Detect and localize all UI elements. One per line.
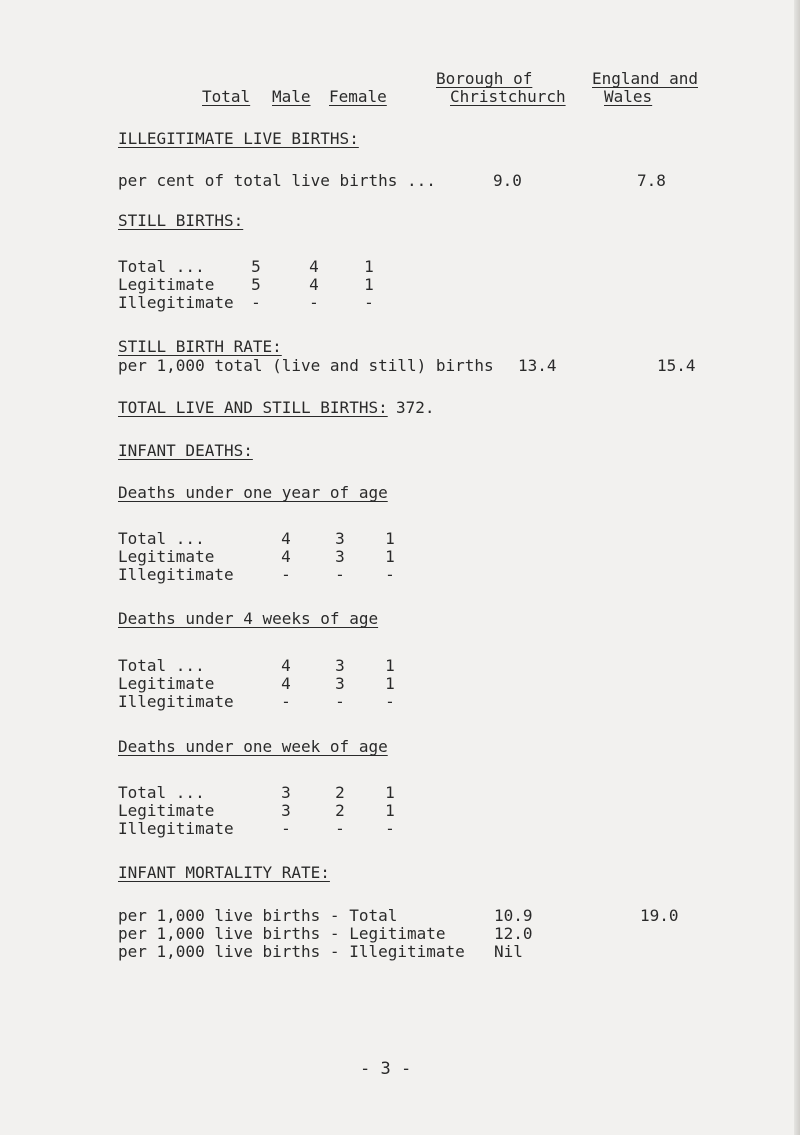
g3-illegit-male: - [335, 819, 345, 838]
still-legit-female: 1 [364, 275, 374, 294]
g3-total-male: 2 [335, 783, 345, 802]
imr-total-borough: 10.9 [494, 906, 533, 925]
imr-illegit-borough: Nil [494, 942, 523, 961]
g1-illegit-female: - [385, 565, 395, 584]
g3-total-label: Total ... [118, 783, 205, 802]
g1-legit-female: 1 [385, 547, 395, 566]
england-header-line2: Wales [604, 87, 653, 106]
g2-legit-label: Legitimate [118, 674, 215, 693]
still-illegit-female: - [364, 293, 374, 312]
g2-illegit-female: - [385, 692, 395, 711]
g3-legit-male: 2 [335, 801, 345, 820]
g1-total-label: Total ... [118, 529, 205, 548]
g3-illegit-label: Illegitimate [118, 819, 234, 838]
page-edge-shadow [794, 0, 800, 1135]
g3-legit-label: Legitimate [118, 801, 215, 820]
g3-legit-female: 1 [385, 801, 395, 820]
still-illegit-label: Illegitimate [118, 293, 234, 312]
still-legit-male: 4 [309, 275, 319, 294]
g1-legit-label: Legitimate [118, 547, 215, 566]
g1-legit-total: 4 [281, 547, 291, 566]
still-total-female: 1 [364, 257, 374, 276]
g2-total-label: Total ... [118, 656, 205, 675]
g1-illegit-total: - [281, 565, 291, 584]
g2-illegit-total: - [281, 692, 291, 711]
deaths-under-one-week-title: Deaths under one week of age [118, 737, 388, 756]
imr-total-england: 19.0 [640, 906, 679, 925]
g1-illegit-male: - [335, 565, 345, 584]
male-header: Male [272, 87, 311, 106]
deaths-under-one-year-title: Deaths under one year of age [118, 483, 388, 502]
illegitimate-live-births-heading: ILLEGITIMATE LIVE BIRTHS: [118, 129, 359, 148]
imr-legit-label: per 1,000 live births - Legitimate [118, 924, 446, 943]
still-birth-rate-label: per 1,000 total (live and still) births [118, 356, 494, 375]
g2-total-female: 1 [385, 656, 395, 675]
g3-illegit-female: - [385, 819, 395, 838]
still-birth-rate-borough: 13.4 [518, 356, 557, 375]
total-header: Total [202, 87, 251, 106]
borough-header-line2: Christchurch [450, 87, 566, 106]
still-birth-rate-england: 15.4 [657, 356, 696, 375]
total-live-still-label: TOTAL LIVE AND STILL BIRTHS: [118, 398, 388, 417]
borough-header-line1: Borough of [436, 69, 533, 88]
illegitimate-percent-borough: 9.0 [493, 171, 522, 190]
imr-legit-borough: 12.0 [494, 924, 533, 943]
still-total-total: 5 [251, 257, 261, 276]
g3-total-female: 1 [385, 783, 395, 802]
infant-mortality-rate-heading: INFANT MORTALITY RATE: [118, 863, 330, 882]
g1-legit-male: 3 [335, 547, 345, 566]
g1-illegit-label: Illegitimate [118, 565, 234, 584]
g2-illegit-label: Illegitimate [118, 692, 234, 711]
g3-legit-total: 3 [281, 801, 291, 820]
illegitimate-percent-england: 7.8 [637, 171, 666, 190]
g2-legit-male: 3 [335, 674, 345, 693]
deaths-under-4-weeks-title: Deaths under 4 weeks of age [118, 609, 379, 628]
still-total-label: Total ... [118, 257, 205, 276]
total-live-still-value: 372. [396, 398, 435, 417]
imr-illegit-label: per 1,000 live births - Illegitimate [118, 942, 465, 961]
g2-legit-total: 4 [281, 674, 291, 693]
still-legit-label: Legitimate [118, 275, 215, 294]
g1-total-female: 1 [385, 529, 395, 548]
g2-illegit-male: - [335, 692, 345, 711]
g1-total-total: 4 [281, 529, 291, 548]
female-header: Female [329, 87, 387, 106]
still-legit-total: 5 [251, 275, 261, 294]
g2-total-total: 4 [281, 656, 291, 675]
still-illegit-total: - [251, 293, 261, 312]
infant-deaths-heading: INFANT DEATHS: [118, 441, 253, 460]
still-illegit-male: - [309, 293, 319, 312]
g3-total-total: 3 [281, 783, 291, 802]
g2-legit-female: 1 [385, 674, 395, 693]
still-births-heading: STILL BIRTHS: [118, 211, 244, 230]
imr-total-label: per 1,000 live births - Total [118, 906, 398, 925]
g1-total-male: 3 [335, 529, 345, 548]
england-header-line1: England and [592, 69, 698, 88]
page-number: - 3 - [360, 1059, 412, 1079]
g2-total-male: 3 [335, 656, 345, 675]
still-total-male: 4 [309, 257, 319, 276]
illegitimate-percent-label: per cent of total live births ... [118, 171, 436, 190]
still-birth-rate-heading: STILL BIRTH RATE: [118, 337, 282, 356]
g3-illegit-total: - [281, 819, 291, 838]
